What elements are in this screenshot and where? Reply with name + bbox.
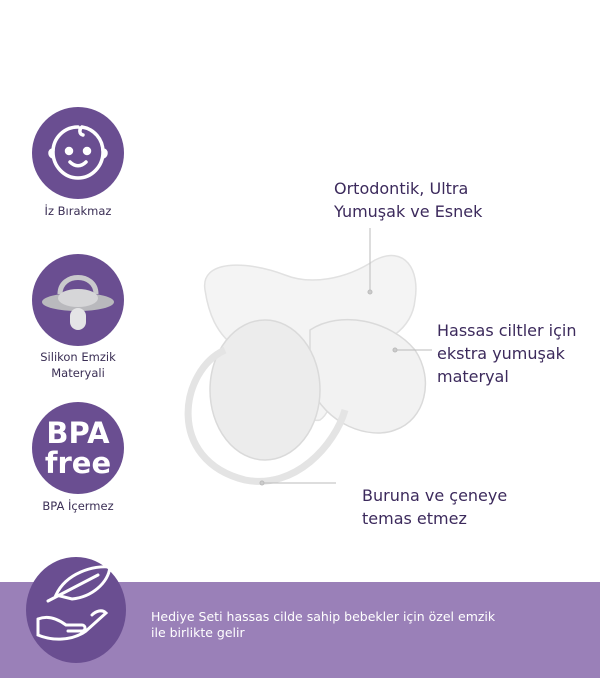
feature-label: İz Bırakmaz xyxy=(44,204,112,218)
callout-line: materyal xyxy=(437,367,509,386)
feather-hand-icon xyxy=(26,557,126,663)
callout-nose-chin xyxy=(362,484,507,530)
callout-line: Yumuşak ve Esnek xyxy=(334,202,483,221)
label-line: Materyali xyxy=(51,366,105,380)
bpa-text: BPA xyxy=(46,416,110,450)
callout-line: Buruna ve çeneye xyxy=(362,486,508,505)
banner-text xyxy=(151,609,495,641)
free-text: free xyxy=(44,446,112,480)
callout-line: temas etmez xyxy=(362,509,467,528)
callout-line: ekstra yumuşak xyxy=(437,344,565,363)
banner-line: ile birlikte gelir xyxy=(151,625,245,640)
callout-line: Hassas ciltler için xyxy=(437,321,577,340)
callout-sensitive-skin xyxy=(437,319,576,388)
callout-line: Ortodontik, Ultra xyxy=(334,179,469,198)
feature-label: BPA İçermez xyxy=(42,499,114,513)
banner-line: Hediye Seti hassas cilde sahip bebekler için özel emzik xyxy=(151,609,496,624)
label-line: Silikon Emzik xyxy=(40,350,116,364)
callout-orthodontic xyxy=(334,177,482,223)
